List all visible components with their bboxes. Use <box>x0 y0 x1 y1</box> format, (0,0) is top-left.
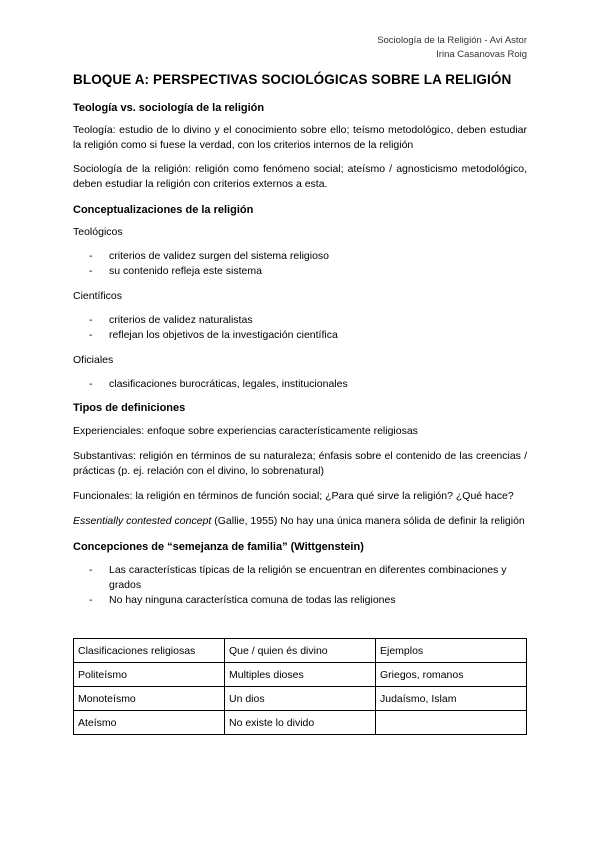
table-cell: Ejemplos <box>376 639 527 663</box>
list-semejanza <box>73 563 527 608</box>
document-page <box>73 34 527 735</box>
table-cell: Politeísmo <box>74 663 225 687</box>
header-course: Sociología de la Religión - Avi Astor <box>377 35 527 46</box>
paragraph-sociologia: Sociología de la religión: religión como fenómeno social; ateísmo / agnosticismo metodológico, deben estudiar la religión con criterios externos a esta. <box>73 163 527 190</box>
paragraph-experienciales: Experienciales: enfoque sobre experiencias característicamente religiosas <box>73 425 418 437</box>
table-header-row <box>74 639 527 663</box>
paragraph-teologia: Teología: estudio de lo divino y el conocimiento sobre ello; teísmo metodológico, deben estudiar la religión como si fuese la verdad, con los criterios internos de la religión <box>73 124 527 151</box>
list-item: - Las características típicas de la religión se encuentran en diferentes combinaciones y grados <box>89 563 527 593</box>
list-teologicos <box>73 249 527 279</box>
classification-table <box>73 638 527 735</box>
table-cell: No existe lo divido <box>225 711 376 735</box>
table-cell: Que / quien és divino <box>225 639 376 663</box>
section-heading-tipos: Tipos de definiciones <box>73 402 186 414</box>
table-cell: Judaísmo, Islam <box>376 687 527 711</box>
table-cell <box>376 711 527 735</box>
table-row <box>74 663 527 687</box>
table-row <box>74 687 527 711</box>
table-cell: Multiples dioses <box>225 663 376 687</box>
list-item: - clasificaciones burocráticas, legales, institucionales <box>89 377 527 392</box>
page-header <box>73 34 527 62</box>
table-cell: Un dios <box>225 687 376 711</box>
section-heading-conceptualizaciones: Conceptualizaciones de la religión <box>73 204 254 216</box>
contested-concept-rest: (Gallie, 1955) No hay una única manera sólida de definir la religión <box>211 515 525 527</box>
group-label-oficiales: Oficiales <box>73 354 114 366</box>
group-label-cientificos: Científicos <box>73 290 123 302</box>
list-item: - criterios de validez surgen del sistema religioso <box>89 249 527 264</box>
table-cell: Monoteísmo <box>74 687 225 711</box>
paragraph-substantivas: Substantivas: religión en términos de su naturaleza; énfasis sobre el contenido de las creencias / prácticas (p. ej. relación con el divino, lo sobrenatural) <box>73 450 527 477</box>
table-cell: Clasificaciones religiosas <box>74 639 225 663</box>
table-row <box>74 711 527 735</box>
list-item: - No hay ninguna característica comuna de todas las religiones <box>89 593 527 608</box>
list-item: - reflejan los objetivos de la investigación científica <box>89 328 527 343</box>
list-oficiales <box>73 377 527 392</box>
group-label-teologicos: Teológicos <box>73 226 123 238</box>
table-cell: Ateísmo <box>74 711 225 735</box>
paragraph-funcionales: Funcionales: la religión en términos de función social; ¿Para qué sirve la religión? ¿Qué hace? <box>73 490 514 502</box>
section-heading-teologia: Teología vs. sociología de la religión <box>73 102 265 114</box>
paragraph-contested <box>73 514 527 529</box>
document-title: BLOQUE A: PERSPECTIVAS SOCIOLÓGICAS SOBRE LA RELIGIÓN <box>73 72 512 87</box>
list-cientificos <box>73 313 527 343</box>
list-item: - criterios de validez naturalistas <box>89 313 527 328</box>
header-author: Irina Casanovas Roig <box>436 49 527 60</box>
table-cell: Griegos, romanos <box>376 663 527 687</box>
section-heading-semejanza: Concepciones de “semejanza de familia” (Wittgenstein) <box>73 541 364 553</box>
contested-concept-term: Essentially contested concept <box>73 515 212 527</box>
list-item: - su contenido refleja este sistema <box>89 264 527 279</box>
